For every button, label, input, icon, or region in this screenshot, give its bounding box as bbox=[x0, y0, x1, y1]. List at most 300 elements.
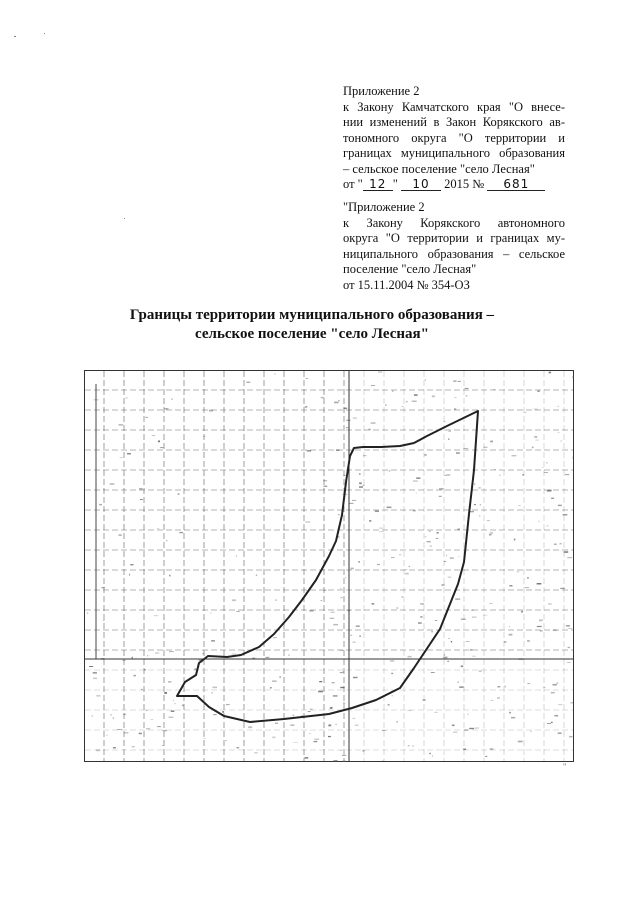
terrain-speck bbox=[122, 660, 125, 661]
terrain-speck bbox=[321, 600, 322, 601]
corner-mark: " bbox=[563, 762, 567, 771]
terrain-speck bbox=[475, 728, 479, 729]
terrain-speck bbox=[402, 596, 403, 597]
terrain-speck bbox=[265, 657, 269, 658]
terrain-speck bbox=[182, 705, 184, 707]
terrain-speck bbox=[390, 660, 394, 662]
terrain-speck bbox=[336, 449, 339, 451]
terrain-speck bbox=[497, 686, 500, 687]
terrain-speck bbox=[519, 505, 521, 506]
terrain-speck bbox=[146, 710, 148, 711]
terrain-speck bbox=[572, 457, 574, 459]
appendix-line: нии изменений в Закон Корякского ав- bbox=[343, 115, 565, 129]
terrain-speck bbox=[113, 747, 116, 748]
terrain-speck bbox=[490, 749, 494, 750]
terrain-speck bbox=[117, 729, 122, 730]
terrain-speck bbox=[558, 432, 560, 433]
terrain-speck bbox=[490, 532, 494, 534]
terrain-speck bbox=[171, 710, 175, 712]
terrain-speck bbox=[362, 750, 364, 752]
terrain-speck bbox=[458, 681, 459, 683]
terrain-speck bbox=[346, 427, 349, 428]
terrain-speck bbox=[568, 628, 572, 629]
terrain-speck bbox=[127, 453, 131, 454]
terrain-speck bbox=[483, 615, 487, 616]
terrain-speck bbox=[472, 656, 476, 657]
terrain-speck bbox=[391, 557, 395, 558]
terrain-speck bbox=[436, 538, 439, 539]
terrain-speck bbox=[416, 493, 418, 494]
terrain-speck bbox=[485, 756, 488, 757]
terrain-speck bbox=[210, 613, 211, 614]
terrain-speck bbox=[379, 528, 383, 529]
terrain-speck bbox=[467, 714, 468, 715]
terrain-speck bbox=[425, 379, 426, 380]
terrain-speck bbox=[542, 467, 543, 468]
terrain-speck bbox=[490, 441, 493, 443]
terrain-speck bbox=[356, 625, 360, 627]
terrain-speck bbox=[103, 620, 105, 621]
terrain-speck bbox=[319, 681, 322, 682]
terrain-speck bbox=[252, 658, 255, 659]
terrain-speck bbox=[353, 642, 356, 643]
terrain-speck bbox=[525, 587, 529, 588]
terrain-speck bbox=[444, 421, 446, 422]
terrain-speck bbox=[139, 733, 142, 735]
terrain-speck bbox=[497, 698, 500, 699]
terrain-speck bbox=[339, 650, 344, 651]
terrain-speck bbox=[129, 574, 130, 576]
terrain-speck bbox=[323, 480, 327, 481]
terrain-speck bbox=[340, 687, 344, 688]
terrain-speck bbox=[120, 458, 123, 459]
terrain-speck bbox=[424, 454, 426, 456]
terrain-speck bbox=[308, 711, 311, 712]
terrain-speck bbox=[169, 575, 170, 577]
terrain-speck bbox=[163, 730, 167, 731]
terrain-speck bbox=[509, 634, 513, 636]
terrain-speck bbox=[527, 577, 529, 579]
terrain-speck bbox=[459, 686, 463, 688]
terrain-speck bbox=[405, 573, 409, 575]
terrain-speck bbox=[429, 531, 431, 532]
terrain-speck bbox=[448, 438, 449, 440]
terrain-speck bbox=[332, 682, 335, 683]
terrain-speck bbox=[518, 741, 523, 743]
terrain-speck bbox=[371, 422, 376, 423]
amendment-date-line bbox=[343, 177, 565, 193]
terrain-speck bbox=[371, 385, 375, 386]
terrain-speck bbox=[344, 408, 348, 410]
terrain-speck bbox=[423, 699, 426, 701]
terrain-speck bbox=[432, 396, 435, 398]
terrain-speck bbox=[447, 661, 449, 662]
terrain-speck bbox=[113, 717, 114, 719]
terrain-speck bbox=[212, 687, 217, 689]
terrain-speck bbox=[179, 532, 183, 533]
terrain-speck bbox=[558, 733, 562, 734]
terrain-speck bbox=[392, 391, 394, 392]
terrain-speck bbox=[466, 641, 470, 642]
terrain-speck bbox=[451, 641, 452, 643]
terrain-speck bbox=[309, 733, 310, 734]
terrain-speck bbox=[454, 408, 456, 409]
terrain-speck bbox=[340, 750, 341, 751]
terrain-speck bbox=[553, 630, 557, 631]
terrain-speck bbox=[379, 532, 384, 533]
terrain-speck bbox=[225, 740, 227, 741]
terrain-speck bbox=[487, 520, 490, 521]
terrain-speck bbox=[164, 408, 168, 409]
terrain-speck bbox=[363, 455, 367, 456]
terrain-speck bbox=[145, 417, 148, 418]
terrain-speck bbox=[343, 703, 345, 704]
terrain-speck bbox=[461, 665, 463, 667]
appendix-line: тономного округа "О территории и bbox=[343, 130, 565, 145]
terrain-speck bbox=[139, 488, 142, 490]
terrain-speck bbox=[119, 534, 122, 535]
terrain-speck bbox=[355, 725, 359, 726]
appendix-line: от 15.11.2004 № 354-ОЗ bbox=[343, 277, 470, 292]
map-frame bbox=[85, 371, 574, 762]
terrain-speck bbox=[392, 695, 393, 696]
terrain-speck bbox=[333, 760, 337, 762]
terrain-speck bbox=[532, 447, 534, 449]
terrain-speck bbox=[152, 435, 156, 436]
terrain-speck bbox=[324, 486, 328, 488]
terrain-speck bbox=[474, 504, 476, 505]
terrain-speck bbox=[333, 695, 338, 697]
terrain-speck bbox=[446, 475, 450, 476]
terrain-speck bbox=[396, 721, 398, 722]
terrain-speck bbox=[445, 475, 446, 476]
terrain-speck bbox=[232, 599, 236, 601]
terrain-speck bbox=[141, 689, 142, 690]
terrain-speck bbox=[372, 603, 375, 605]
terrain-speck bbox=[389, 470, 391, 471]
terrain-speck bbox=[213, 714, 217, 715]
terrain-speck bbox=[431, 631, 433, 633]
terrain-speck bbox=[494, 469, 496, 470]
appendix-line: ниципального образования – сельское bbox=[343, 246, 565, 261]
terrain-speck bbox=[314, 739, 319, 740]
terrain-speck bbox=[87, 613, 88, 614]
terrain-speck bbox=[236, 555, 237, 556]
terrain-speck bbox=[448, 638, 450, 639]
terrain-speck bbox=[540, 630, 543, 631]
terrain-speck bbox=[512, 456, 517, 457]
terrain-speck bbox=[353, 677, 358, 678]
terrain-speck bbox=[273, 637, 277, 638]
terrain-speck bbox=[439, 496, 442, 497]
terrain-speck bbox=[236, 611, 240, 612]
terrain-speck bbox=[558, 406, 559, 407]
terrain-speck bbox=[166, 540, 167, 541]
date-prefix: от " bbox=[343, 177, 363, 191]
terrain-speck bbox=[522, 474, 524, 475]
appendix-line: Приложение 2 bbox=[343, 84, 420, 98]
terrain-speck bbox=[359, 482, 362, 484]
document-subtitle: сельское поселение "село Лесная" bbox=[195, 326, 429, 342]
terrain-speck bbox=[554, 715, 558, 717]
law-number-handwritten: 681 bbox=[487, 178, 545, 191]
terrain-speck bbox=[443, 657, 447, 659]
terrain-speck bbox=[174, 704, 176, 705]
terrain-speck bbox=[413, 510, 416, 511]
terrain-speck bbox=[272, 681, 277, 682]
terrain-speck bbox=[147, 655, 148, 656]
terrain-speck bbox=[448, 577, 451, 578]
terrain-speck bbox=[463, 448, 468, 449]
terrain-speck bbox=[378, 371, 382, 372]
terrain-speck bbox=[408, 656, 412, 658]
terrain-speck bbox=[408, 745, 410, 746]
terrain-speck bbox=[331, 612, 335, 613]
date-day-handwritten: 12 bbox=[363, 178, 393, 191]
terrain-speck bbox=[133, 675, 136, 677]
terrain-speck bbox=[359, 561, 360, 563]
terrain-speck bbox=[524, 412, 526, 413]
terrain-speck bbox=[178, 493, 180, 495]
terrain-speck bbox=[412, 401, 417, 402]
terrain-speck bbox=[509, 626, 510, 627]
terrain-speck bbox=[527, 640, 530, 641]
terrain-speck bbox=[132, 746, 135, 747]
terrain-speck bbox=[96, 695, 100, 696]
terrain-speck bbox=[435, 620, 437, 621]
terrain-speck bbox=[226, 704, 230, 705]
terrain-speck bbox=[539, 521, 540, 522]
terrain-speck bbox=[342, 755, 346, 756]
terrain-speck bbox=[489, 534, 492, 535]
terrain-speck bbox=[405, 569, 407, 570]
terrain-speck bbox=[99, 504, 102, 506]
terrain-speck bbox=[479, 670, 482, 672]
terrain-speck bbox=[275, 600, 277, 601]
terrain-speck bbox=[164, 692, 167, 694]
terrain-speck bbox=[505, 686, 506, 688]
terrain-speck bbox=[429, 753, 430, 754]
terrain-speck bbox=[342, 761, 346, 762]
terrain-speck bbox=[318, 691, 323, 693]
terrain-speck bbox=[549, 372, 551, 374]
terrain-speck bbox=[537, 583, 542, 585]
terrain-speck bbox=[305, 522, 310, 523]
terrain-speck bbox=[150, 719, 153, 720]
appendix-line: к Закону Камчатского края "О внесе- bbox=[343, 99, 565, 114]
terrain-speck bbox=[466, 395, 468, 397]
terrain-speck bbox=[307, 450, 311, 451]
terrain-speck bbox=[330, 618, 335, 619]
terrain-speck bbox=[535, 440, 539, 441]
terrain-speck bbox=[345, 577, 346, 578]
appendix-2-amendment bbox=[343, 84, 565, 193]
terrain-speck bbox=[162, 745, 164, 746]
terrain-speck bbox=[352, 500, 356, 501]
terrain-speck bbox=[504, 641, 507, 643]
terrain-speck bbox=[565, 474, 569, 475]
terrain-speck bbox=[310, 709, 313, 710]
terrain-speck bbox=[471, 610, 474, 611]
terrain-speck bbox=[293, 742, 297, 743]
terrain-speck bbox=[567, 662, 571, 663]
terrain-speck bbox=[479, 515, 480, 516]
terrain-speck bbox=[305, 378, 308, 379]
terrain-speck bbox=[279, 676, 281, 678]
terrain-speck bbox=[388, 704, 390, 706]
terrain-speck bbox=[480, 504, 481, 506]
terrain-speck bbox=[414, 394, 418, 396]
terrain-speck bbox=[272, 737, 275, 739]
boundary-map bbox=[84, 370, 574, 762]
terrain-speck bbox=[338, 514, 340, 515]
terrain-speck bbox=[407, 710, 411, 711]
terrain-speck bbox=[346, 420, 350, 421]
terrain-speck bbox=[402, 406, 404, 407]
appendix-line: "Приложение 2 bbox=[343, 200, 425, 214]
terrain-speck bbox=[270, 687, 272, 689]
terrain-speck bbox=[431, 672, 435, 673]
terrain-speck bbox=[130, 564, 133, 565]
terrain-speck bbox=[350, 568, 353, 570]
terrain-speck bbox=[499, 475, 501, 476]
terrain-speck bbox=[324, 590, 326, 591]
terrain-speck bbox=[531, 731, 532, 733]
terrain-speck bbox=[375, 511, 379, 512]
terrain-speck bbox=[432, 756, 433, 757]
terrain-speck bbox=[171, 399, 172, 400]
terrain-speck bbox=[544, 472, 548, 473]
terrain-speck bbox=[444, 561, 446, 562]
terrain-speck bbox=[563, 514, 568, 515]
appendix-line: округа "О территории и границах му- bbox=[343, 231, 565, 245]
terrain-speck bbox=[464, 730, 468, 731]
terrain-speck bbox=[449, 431, 451, 432]
terrain-speck bbox=[547, 490, 552, 492]
terrain-speck bbox=[455, 598, 460, 600]
terrain-speck bbox=[275, 723, 278, 724]
appendix-line: к Закону Корякского автономного bbox=[343, 215, 565, 230]
terrain-speck bbox=[556, 683, 558, 684]
date-quote: " bbox=[392, 177, 398, 191]
terrain-speck bbox=[89, 666, 93, 667]
terrain-speck bbox=[96, 749, 100, 751]
terrain-speck bbox=[110, 483, 115, 484]
terrain-speck bbox=[427, 541, 431, 542]
terrain-speck bbox=[474, 484, 475, 485]
terrain-speck bbox=[452, 725, 455, 727]
terrain-speck bbox=[561, 440, 562, 442]
terrain-speck bbox=[560, 588, 564, 589]
terrain-speck bbox=[453, 381, 456, 382]
terrain-speck bbox=[430, 546, 432, 547]
terrain-speck bbox=[457, 529, 460, 531]
terrain-speck bbox=[509, 585, 512, 587]
terrain-speck bbox=[463, 749, 466, 751]
terrain-speck bbox=[569, 736, 572, 738]
terrain-speck bbox=[290, 725, 294, 726]
scan-speck bbox=[124, 218, 125, 219]
terrain-speck bbox=[145, 669, 146, 671]
terrain-speck bbox=[560, 543, 562, 544]
terrain-speck bbox=[336, 724, 337, 725]
terrain-speck bbox=[564, 551, 568, 553]
terrain-speck bbox=[209, 410, 213, 412]
terrain-speck bbox=[446, 555, 447, 556]
terrain-speck bbox=[274, 374, 275, 375]
terrain-speck bbox=[458, 381, 461, 382]
terrain-speck bbox=[511, 717, 515, 719]
terrain-speck bbox=[321, 397, 325, 398]
terrain-speck bbox=[328, 725, 331, 727]
terrain-speck bbox=[551, 692, 555, 694]
terrain-speck bbox=[472, 617, 477, 618]
terrain-speck bbox=[328, 736, 331, 737]
terrain-speck bbox=[425, 536, 427, 537]
terrain-speck bbox=[509, 712, 511, 714]
terrain-speck bbox=[305, 757, 309, 759]
terrain-speck bbox=[479, 488, 481, 489]
terrain-speck bbox=[534, 436, 537, 437]
terrain-speck bbox=[359, 486, 363, 488]
terrain-speck bbox=[222, 711, 224, 713]
document-title: Границы территории муниципального образования – bbox=[129, 307, 495, 323]
terrain-speck bbox=[543, 687, 545, 688]
terrain-speck bbox=[119, 424, 124, 425]
terrain-speck bbox=[397, 608, 398, 609]
terrain-speck bbox=[140, 499, 143, 500]
scan-speck bbox=[14, 36, 16, 37]
terrain-speck bbox=[420, 603, 424, 605]
terrain-speck bbox=[248, 726, 252, 728]
terrain-speck bbox=[455, 397, 457, 398]
terrain-speck bbox=[342, 671, 344, 672]
terrain-speck bbox=[211, 640, 215, 641]
terrain-speck bbox=[93, 678, 97, 680]
terrain-speck bbox=[236, 747, 239, 748]
terrain-speck bbox=[124, 732, 128, 733]
terrain-speck bbox=[246, 382, 250, 383]
terrain-speck bbox=[413, 481, 418, 482]
date-year: 2015 № bbox=[444, 177, 485, 191]
terrain-speck bbox=[527, 683, 530, 684]
scan-speck bbox=[44, 33, 45, 34]
terrain-speck bbox=[101, 587, 104, 588]
terrain-speck bbox=[363, 485, 365, 486]
terrain-speck bbox=[334, 402, 338, 404]
terrain-speck bbox=[125, 398, 127, 399]
terrain-speck bbox=[391, 673, 393, 674]
terrain-speck bbox=[369, 520, 371, 522]
terrain-speck bbox=[461, 619, 466, 620]
terrain-speck bbox=[377, 564, 380, 565]
terrain-speck bbox=[566, 625, 570, 626]
terrain-speck bbox=[359, 635, 361, 637]
terrain-speck bbox=[314, 741, 318, 742]
terrain-speck bbox=[333, 624, 338, 626]
terrain-speck bbox=[568, 647, 570, 648]
terrain-speck bbox=[548, 603, 552, 604]
terrain-speck bbox=[551, 498, 554, 499]
terrain-speck bbox=[547, 723, 551, 724]
terrain-speck bbox=[406, 401, 408, 402]
terrain-speck bbox=[106, 735, 109, 736]
terrain-speck bbox=[331, 707, 333, 709]
terrain-speck bbox=[558, 704, 562, 705]
appendix-line: поселение "село Лесная" bbox=[343, 262, 477, 276]
terrain-speck bbox=[490, 700, 493, 701]
terrain-speck bbox=[340, 597, 343, 598]
